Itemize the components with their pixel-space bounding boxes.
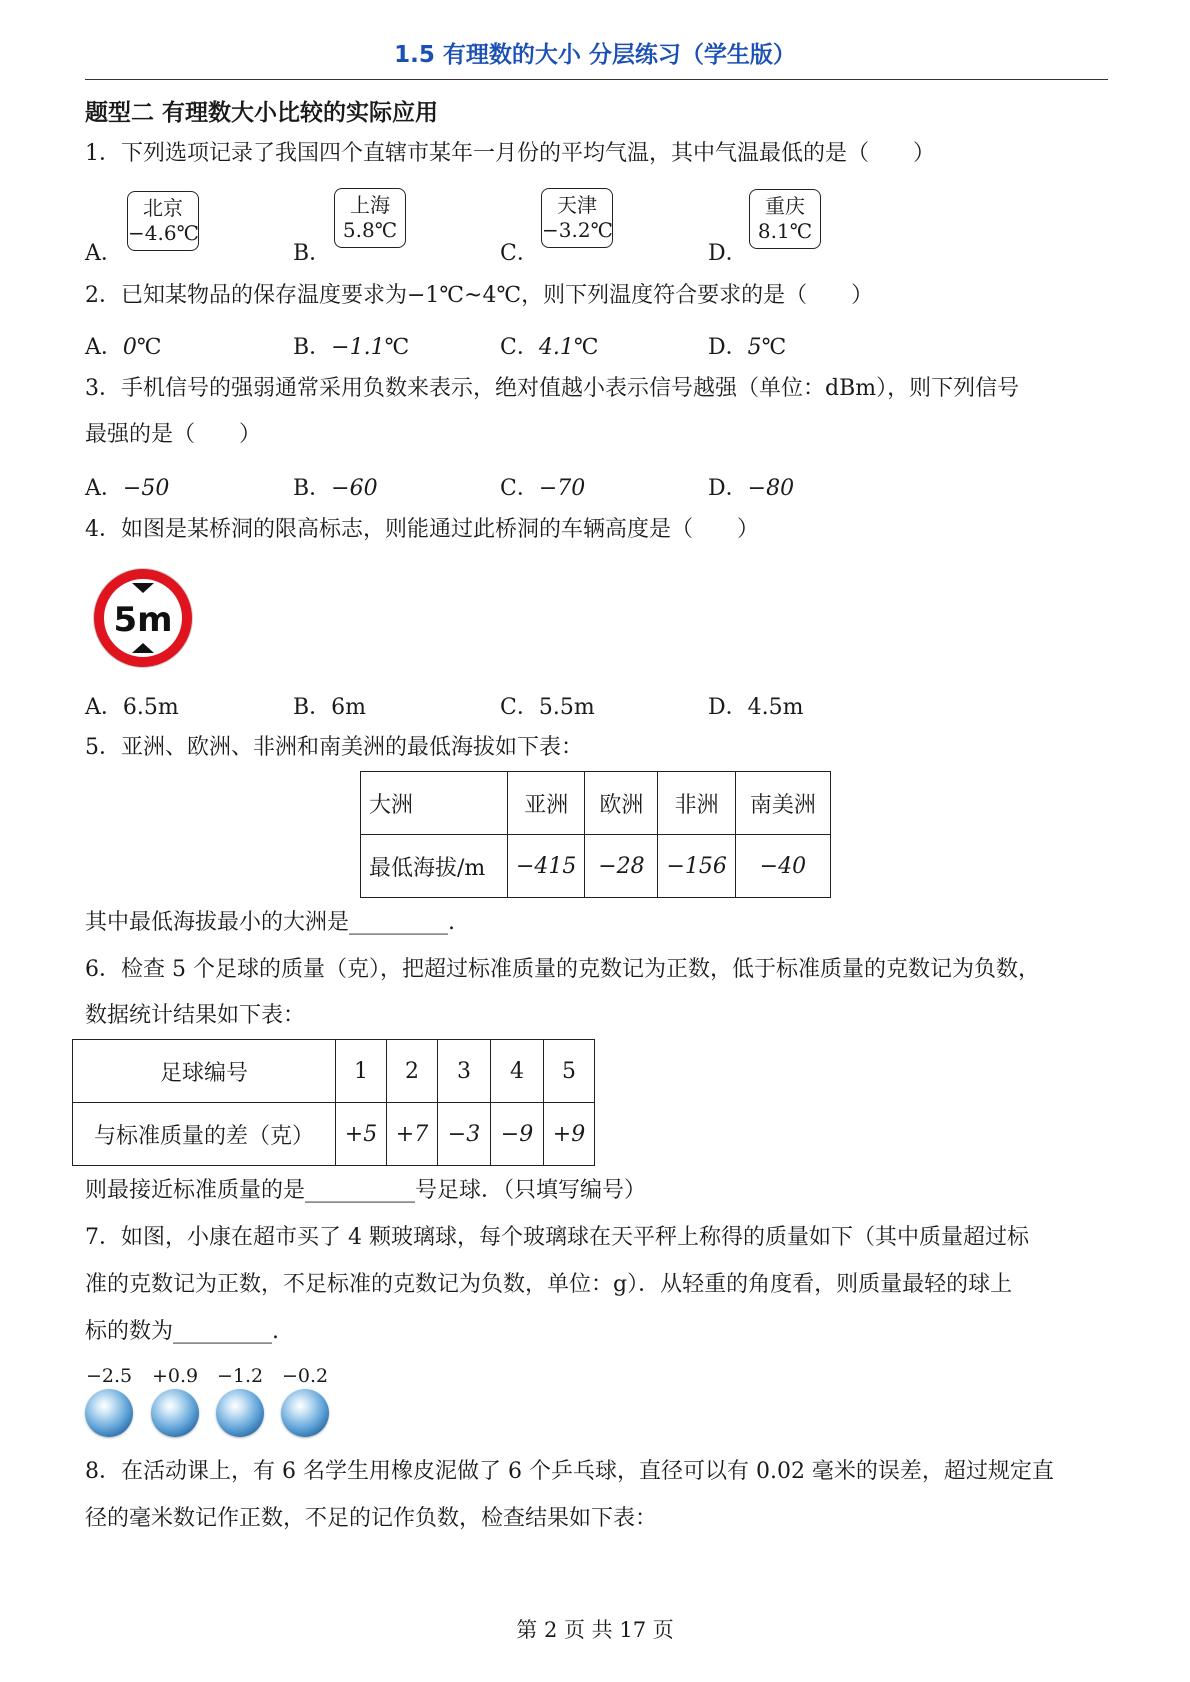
- q7-stem-line3: 标的数为_________.: [85, 1319, 279, 1344]
- q3-option-a-letter: A．: [85, 476, 123, 501]
- q4-option-d: [708, 690, 804, 721]
- q6-stem-line1: 6．检查 5 个足球的质量（克），把超过标准质量的克数记为正数，低于标准质量的克数记为负数，: [85, 957, 1040, 982]
- q4-option-a-letter: A．: [85, 695, 123, 720]
- header-divider: [85, 79, 1108, 80]
- q1-option-b-letter: B．: [293, 241, 332, 266]
- q2-option-a-letter: A．: [85, 335, 123, 360]
- q7-stem-line2: 准的克数记为正数，不足标准的克数记为负数，单位：g）．从轻重的角度看，则质量最轻的球上: [85, 1272, 1013, 1297]
- q3-option-d: [708, 471, 794, 502]
- glass-ball: [281, 1389, 329, 1437]
- table-cell: +9: [544, 1103, 595, 1166]
- q7-stem-line1: 7．如图，小康在超市买了 4 颗玻璃球，每个玻璃球在天平秤上称得的质量如下（其中质量超过标: [85, 1225, 1029, 1250]
- q6-answer-line: 则最接近标准质量的是__________号足球．（只填写编号）: [85, 1178, 647, 1203]
- table-cell: 南美洲: [735, 772, 830, 835]
- q1-option-c-temp: −3.2℃: [542, 218, 613, 242]
- q2-option-d-unit: ℃: [761, 335, 787, 360]
- q2-option-b-value: −1.1: [331, 335, 385, 360]
- q2-option-d-value: 5: [747, 335, 762, 360]
- q1-option-c-sign: [541, 188, 613, 248]
- table-cell: 5: [544, 1040, 595, 1103]
- height-limit-sign: [92, 567, 194, 669]
- table-row: [361, 772, 831, 835]
- table-row: [73, 1103, 595, 1166]
- q2-option-a-unit: ℃: [136, 335, 162, 360]
- q1-option-c-city: 天津: [557, 193, 597, 217]
- table-cell: −3: [438, 1103, 491, 1166]
- table-cell: 欧洲: [585, 772, 658, 835]
- table-cell: −156: [658, 835, 735, 898]
- q1-option-a-sign: [127, 191, 199, 251]
- q3-option-d-letter: D．: [708, 476, 748, 501]
- q4-option-d-letter: D．: [708, 695, 748, 720]
- q2-option-a: [85, 330, 162, 361]
- table-cell: −28: [585, 835, 658, 898]
- q3-option-c-letter: C．: [500, 476, 539, 501]
- q1-option-a-city: 北京: [143, 196, 183, 220]
- q6-stem-line2: 数据统计结果如下表：: [85, 1003, 306, 1028]
- q5-stem: 5．亚洲、欧洲、非洲和南美洲的最低海拔如下表：: [85, 735, 583, 760]
- section-title: 题型二 有理数大小比较的实际应用: [85, 100, 439, 126]
- q1-option-b-temp: 5.8℃: [342, 218, 398, 242]
- q2-option-b: [293, 330, 409, 361]
- q1-option-c-letter: C．: [500, 241, 539, 266]
- q2-option-c-letter: C．: [500, 335, 539, 360]
- table-cell: 足球编号: [73, 1040, 336, 1103]
- table-cell: −40: [735, 835, 830, 898]
- table-cell: 亚洲: [508, 772, 585, 835]
- q3-option-b-letter: B．: [293, 476, 332, 501]
- table-cell: 1: [336, 1040, 387, 1103]
- q8-stem-line1: 8．在活动课上，有 6 名学生用橡皮泥做了 6 个乒乓球，直径可以有 0.02 毫米的误差，超过规定直: [85, 1459, 1054, 1484]
- table-cell: −9: [491, 1103, 544, 1166]
- q3-stem-line2: 最强的是（ ）: [85, 422, 262, 447]
- q2-option-d-letter: D．: [708, 335, 748, 360]
- q1-option-b-sign: [334, 188, 406, 248]
- table-cell: 非洲: [658, 772, 735, 835]
- q4-stem: 4．如图是某桥洞的限高标志，则能通过此桥洞的车辆高度是（ ）: [85, 517, 759, 542]
- glass-ball: [216, 1389, 264, 1437]
- q3-option-c: [500, 471, 585, 502]
- glass-ball: [151, 1389, 199, 1437]
- q4-option-b-value: 6m: [331, 695, 367, 720]
- q1-option-d-temp: 8.1℃: [757, 219, 813, 243]
- page-title: 1.5 有理数的大小 分层练习（学生版）: [394, 42, 796, 68]
- q3-stem-line1: 3．手机信号的强弱通常采用负数来表示，绝对值越小表示信号越强（单位：dBm），则下列信号: [85, 376, 1020, 401]
- q2-option-b-letter: B．: [293, 335, 332, 360]
- q1-option-a-letter: A．: [85, 241, 123, 266]
- q3-option-b-value: −60: [331, 476, 378, 501]
- q4-option-b: [293, 690, 366, 721]
- q1-option-d-letter: D．: [708, 241, 748, 266]
- table-row: [73, 1040, 595, 1103]
- q4-option-c: [500, 690, 595, 721]
- table-cell: 大洲: [361, 772, 508, 835]
- table-cell: 4: [491, 1040, 544, 1103]
- q5-table: [360, 771, 831, 898]
- q3-option-a: [85, 471, 169, 502]
- table-cell: +5: [336, 1103, 387, 1166]
- q5-answer-line: 其中最低海拔最小的大洲是_________.: [85, 910, 455, 935]
- q2-option-c: [500, 330, 598, 361]
- q1-option-a-temp: −4.6℃: [128, 221, 199, 245]
- q8-stem-line2: 径的毫米数记作正数，不足的记作负数，检查结果如下表：: [85, 1506, 658, 1531]
- q1-option-d-sign: [749, 189, 821, 249]
- q2-option-b-unit: ℃: [384, 335, 410, 360]
- q1-stem: 1．下列选项记录了我国四个直辖市某年一月份的平均气温，其中气温最低的是（ ）: [85, 141, 935, 166]
- table-cell: 与标准质量的差（克）: [73, 1103, 336, 1166]
- q2-option-c-value: 4.1: [538, 335, 574, 360]
- q3-option-d-value: −80: [747, 476, 795, 501]
- q6-table: [72, 1039, 595, 1166]
- q4-option-c-letter: C．: [500, 695, 539, 720]
- ball-label: −1.2: [217, 1365, 264, 1387]
- q3-option-c-value: −70: [538, 476, 586, 501]
- ball-label: −0.2: [282, 1365, 329, 1387]
- q4-option-a: [85, 690, 179, 721]
- q2-option-a-value: 0: [122, 335, 137, 360]
- q1-option-b-city: 上海: [350, 193, 390, 217]
- q4-option-a-value: 6.5m: [122, 695, 179, 720]
- table-cell: 最低海拔/m: [361, 835, 508, 898]
- sign-text: 5m: [113, 600, 173, 640]
- table-row: [361, 835, 831, 898]
- q2-option-c-unit: ℃: [573, 335, 599, 360]
- page-number: 第 2 页 共 17 页: [516, 1618, 674, 1642]
- q3-option-a-value: −50: [122, 476, 170, 501]
- q4-option-c-value: 5.5m: [538, 695, 595, 720]
- q2-stem: 2．已知某物品的保存温度要求为−1℃~4℃，则下列温度符合要求的是（ ）: [85, 283, 874, 308]
- q2-option-d: [708, 330, 786, 361]
- table-cell: 3: [438, 1040, 491, 1103]
- q4-option-b-letter: B．: [293, 695, 332, 720]
- table-cell: −415: [508, 835, 585, 898]
- q4-option-d-value: 4.5m: [747, 695, 804, 720]
- ball-label: +0.9: [152, 1365, 199, 1387]
- glass-ball: [85, 1389, 133, 1437]
- table-cell: 2: [387, 1040, 438, 1103]
- q1-option-d-city: 重庆: [765, 194, 805, 218]
- table-cell: +7: [387, 1103, 438, 1166]
- q3-option-b: [293, 471, 378, 502]
- ball-label: −2.5: [86, 1365, 133, 1387]
